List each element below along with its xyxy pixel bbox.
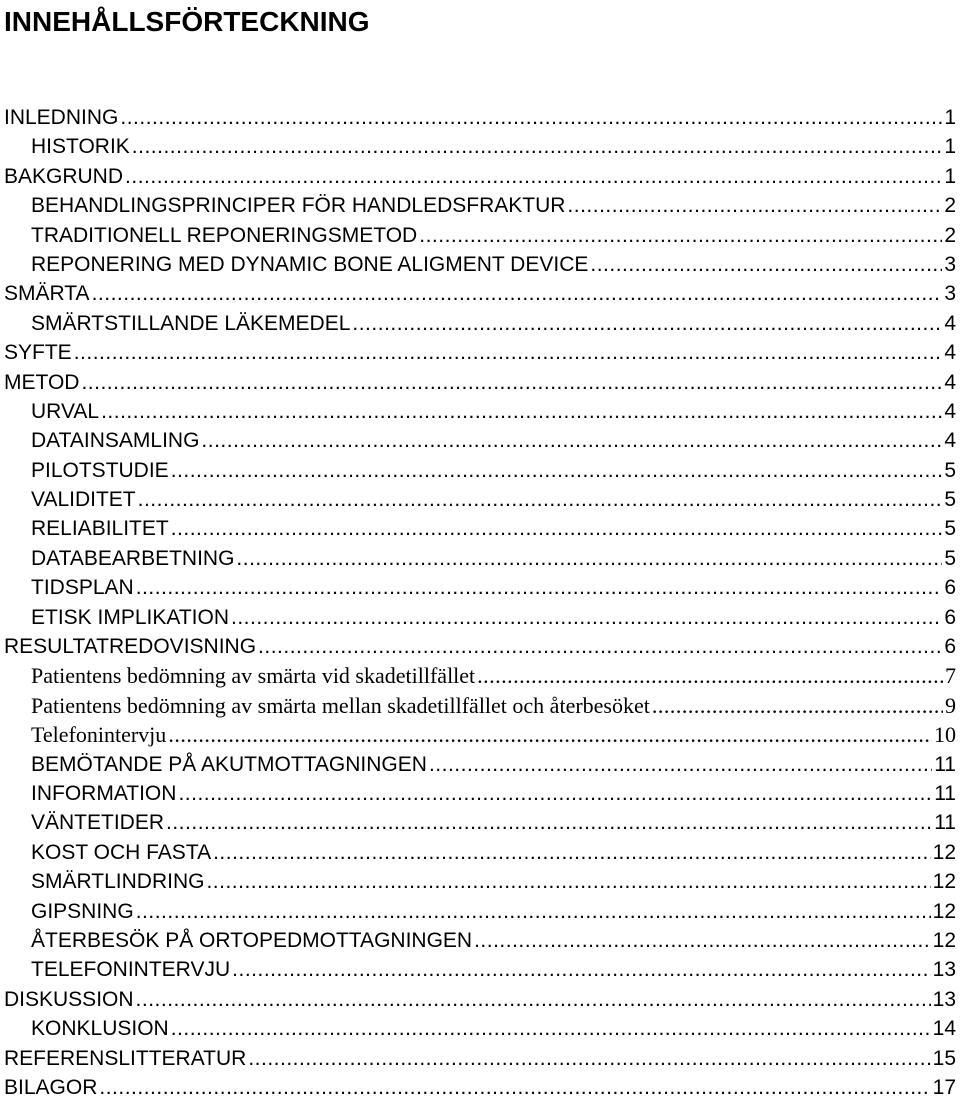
toc-entry-label: REFERENSLITTERATUR	[4, 1046, 247, 1070]
toc-dot-leader	[419, 221, 942, 250]
toc-entry[interactable]	[0, 897, 956, 926]
toc-entry-label: BAKGRUND	[4, 164, 124, 188]
table-of-contents	[0, 103, 956, 1102]
toc-entry-page-number: 9	[945, 692, 956, 718]
toc-entry-page-number: 3	[944, 282, 956, 306]
toc-entry-label: SMÄRTSTILLANDE LÄKEMEDEL	[31, 311, 351, 335]
toc-entry-page-number: 10	[934, 722, 956, 748]
toc-entry[interactable]	[0, 1073, 956, 1102]
toc-entry[interactable]	[0, 221, 956, 250]
toc-dot-leader	[81, 368, 942, 397]
toc-entry[interactable]	[0, 456, 956, 485]
toc-dot-leader	[92, 279, 943, 308]
toc-dot-leader	[474, 926, 931, 955]
toc-entry[interactable]	[0, 632, 956, 661]
toc-dot-leader	[178, 779, 932, 808]
toc-dot-leader	[125, 162, 942, 191]
toc-dot-leader	[120, 103, 942, 132]
toc-entry-label: SYFTE	[4, 341, 72, 365]
toc-entry-page-number: 2	[944, 223, 956, 247]
toc-entry-label: BEHANDLINGSPRINCIPER FÖR HANDLEDSFRAKTUR	[31, 194, 566, 218]
toc-entry-page-number: 12	[932, 870, 956, 894]
toc-entry[interactable]	[0, 661, 956, 690]
toc-entry-page-number: 11	[934, 811, 956, 835]
toc-entry-label: DISKUSSION	[4, 987, 134, 1011]
toc-dot-leader	[168, 720, 932, 749]
toc-entry-label: ETISK IMPLIKATION	[31, 605, 229, 629]
toc-entry-label: KOST OCH FASTA	[31, 840, 212, 864]
toc-entry-page-number: 4	[944, 311, 956, 335]
toc-entry[interactable]	[0, 779, 956, 808]
toc-dot-leader	[477, 661, 943, 690]
toc-entry[interactable]	[0, 397, 956, 426]
toc-entry-page-number: 5	[944, 546, 956, 570]
toc-entry-label: SMÄRTLINDRING	[31, 870, 205, 894]
toc-entry-label: RESULTATREDOVISNING	[4, 635, 257, 659]
toc-entry-page-number: 6	[944, 635, 956, 659]
toc-entry-label: DATABEARBETNING	[31, 546, 235, 570]
toc-entry-page-number: 5	[944, 458, 956, 482]
toc-entry-page-number: 1	[944, 106, 956, 129]
toc-entry-page-number: 11	[934, 752, 956, 776]
toc-entry[interactable]	[0, 485, 956, 514]
toc-entry-page-number: 3	[944, 252, 956, 276]
toc-entry[interactable]	[0, 544, 956, 573]
toc-dot-leader	[138, 485, 943, 514]
toc-entry-page-number: 1	[944, 164, 956, 188]
toc-dot-leader	[590, 250, 942, 279]
toc-dot-leader	[352, 309, 942, 338]
toc-dot-leader	[206, 867, 930, 896]
toc-entry-label: BILAGOR	[4, 1075, 98, 1099]
toc-entry-page-number: 13	[932, 958, 956, 982]
toc-entry-label: DATAINSAMLING	[31, 429, 200, 453]
toc-entry-page-number: 4	[944, 341, 956, 365]
toc-entry[interactable]	[0, 368, 956, 397]
toc-entry-page-number: 5	[944, 517, 956, 541]
toc-entry-page-number: 12	[932, 899, 956, 923]
toc-entry-label: RELIABILITET	[31, 517, 169, 541]
toc-entry[interactable]	[0, 191, 956, 220]
toc-entry[interactable]	[0, 926, 956, 955]
toc-entry[interactable]	[0, 603, 956, 632]
toc-entry-label: KONKLUSION	[31, 1017, 169, 1041]
toc-entry-page-number: 4	[944, 370, 956, 394]
toc-entry[interactable]	[0, 338, 956, 367]
toc-entry-page-number: 12	[932, 928, 956, 952]
toc-entry-label: VALIDITET	[31, 488, 136, 512]
toc-entry-label: Patientens bedömning av smärta mellan skadetillfället och återbesöket	[31, 692, 650, 718]
toc-dot-leader	[171, 1014, 931, 1043]
toc-entry-label: ÅTERBESÖK PÅ ORTOPEDMOTTAGNINGEN	[31, 928, 473, 952]
toc-entry-label: METOD	[4, 370, 80, 394]
toc-dot-leader	[231, 603, 942, 632]
toc-entry[interactable]	[0, 867, 956, 896]
toc-entry-label: HISTORIK	[31, 135, 130, 159]
toc-dot-leader	[652, 691, 943, 720]
toc-entry-label: REPONERING MED DYNAMIC BONE ALIGMENT DEVICE	[31, 252, 589, 276]
toc-dot-leader	[136, 573, 943, 602]
toc-entry-page-number: 12	[932, 840, 956, 864]
toc-entry[interactable]	[0, 808, 956, 837]
toc-dot-leader	[136, 985, 931, 1014]
toc-entry-label: TRADITIONELL REPONERINGSMETOD	[31, 223, 418, 247]
toc-entry-page-number: 7	[945, 663, 956, 689]
toc-entry[interactable]	[0, 573, 956, 602]
toc-entry-page-number: 6	[944, 576, 956, 600]
toc-dot-leader	[236, 544, 942, 573]
toc-entry-label: BEMÖTANDE PÅ AKUTMOTTAGNINGEN	[31, 752, 427, 776]
toc-entry[interactable]	[0, 250, 956, 279]
toc-entry-page-number: 4	[944, 399, 956, 423]
toc-entry[interactable]	[0, 720, 956, 749]
toc-entry-label: PILOTSTUDIE	[31, 458, 169, 482]
toc-entry-label: Patientens bedömning av smärta vid skadetillfället	[31, 663, 476, 689]
toc-dot-leader	[232, 955, 930, 984]
toc-entry[interactable]	[0, 750, 956, 779]
toc-entry-label: TELEFONINTERVJU	[31, 958, 231, 982]
toc-entry[interactable]	[0, 514, 956, 543]
toc-entry-page-number: 13	[932, 987, 956, 1011]
toc-dot-leader	[258, 632, 942, 661]
toc-entry-page-number: 5	[944, 488, 956, 512]
toc-entry-page-number: 15	[932, 1046, 956, 1070]
toc-dot-leader	[132, 132, 943, 161]
toc-dot-leader	[213, 838, 931, 867]
toc-entry-label: Telefonintervju	[31, 722, 167, 748]
toc-entry-page-number: 2	[944, 194, 956, 218]
toc-entry[interactable]	[0, 691, 956, 720]
toc-dot-leader	[74, 338, 943, 367]
toc-entry-page-number: 11	[934, 781, 956, 805]
toc-entry[interactable]	[0, 162, 956, 191]
toc-entry-label: VÄNTETIDER	[31, 811, 165, 835]
toc-entry[interactable]	[0, 103, 956, 132]
toc-entry-label: SMÄRTA	[4, 282, 90, 306]
toc-entry-page-number: 1	[944, 135, 956, 159]
toc-entry[interactable]	[0, 1014, 956, 1043]
toc-dot-leader	[201, 426, 942, 455]
toc-entry[interactable]	[0, 426, 956, 455]
toc-entry-page-number: 4	[944, 429, 956, 453]
toc-dot-leader	[171, 514, 943, 543]
toc-entry-label: GIPSNING	[31, 899, 134, 923]
toc-dot-leader	[136, 897, 931, 926]
toc-entry-label: URVAL	[31, 399, 100, 423]
toc-entry-page-number: 6	[944, 605, 956, 629]
toc-dot-leader	[429, 750, 932, 779]
page-title: INNEHÅLLSFÖRTECKNING	[4, 6, 370, 37]
toc-entry-page-number: 14	[932, 1017, 956, 1041]
toc-dot-leader	[101, 397, 942, 426]
toc-entry-label: INLEDNING	[4, 106, 119, 129]
toc-entry[interactable]	[0, 1044, 956, 1073]
toc-entry[interactable]	[0, 132, 956, 161]
toc-entry-label: INFORMATION	[31, 781, 177, 805]
toc-entry[interactable]	[0, 985, 956, 1014]
toc-dot-leader	[248, 1044, 930, 1073]
toc-entry[interactable]	[0, 279, 956, 308]
toc-dot-leader	[99, 1073, 930, 1102]
toc-entry[interactable]	[0, 838, 956, 867]
toc-dot-leader	[171, 456, 943, 485]
toc-entry[interactable]	[0, 955, 956, 984]
toc-entry-label: TIDSPLAN	[31, 576, 134, 600]
toc-dot-leader	[567, 191, 942, 220]
toc-entry-page-number: 17	[932, 1075, 956, 1099]
toc-entry[interactable]	[0, 309, 956, 338]
toc-dot-leader	[166, 808, 932, 837]
